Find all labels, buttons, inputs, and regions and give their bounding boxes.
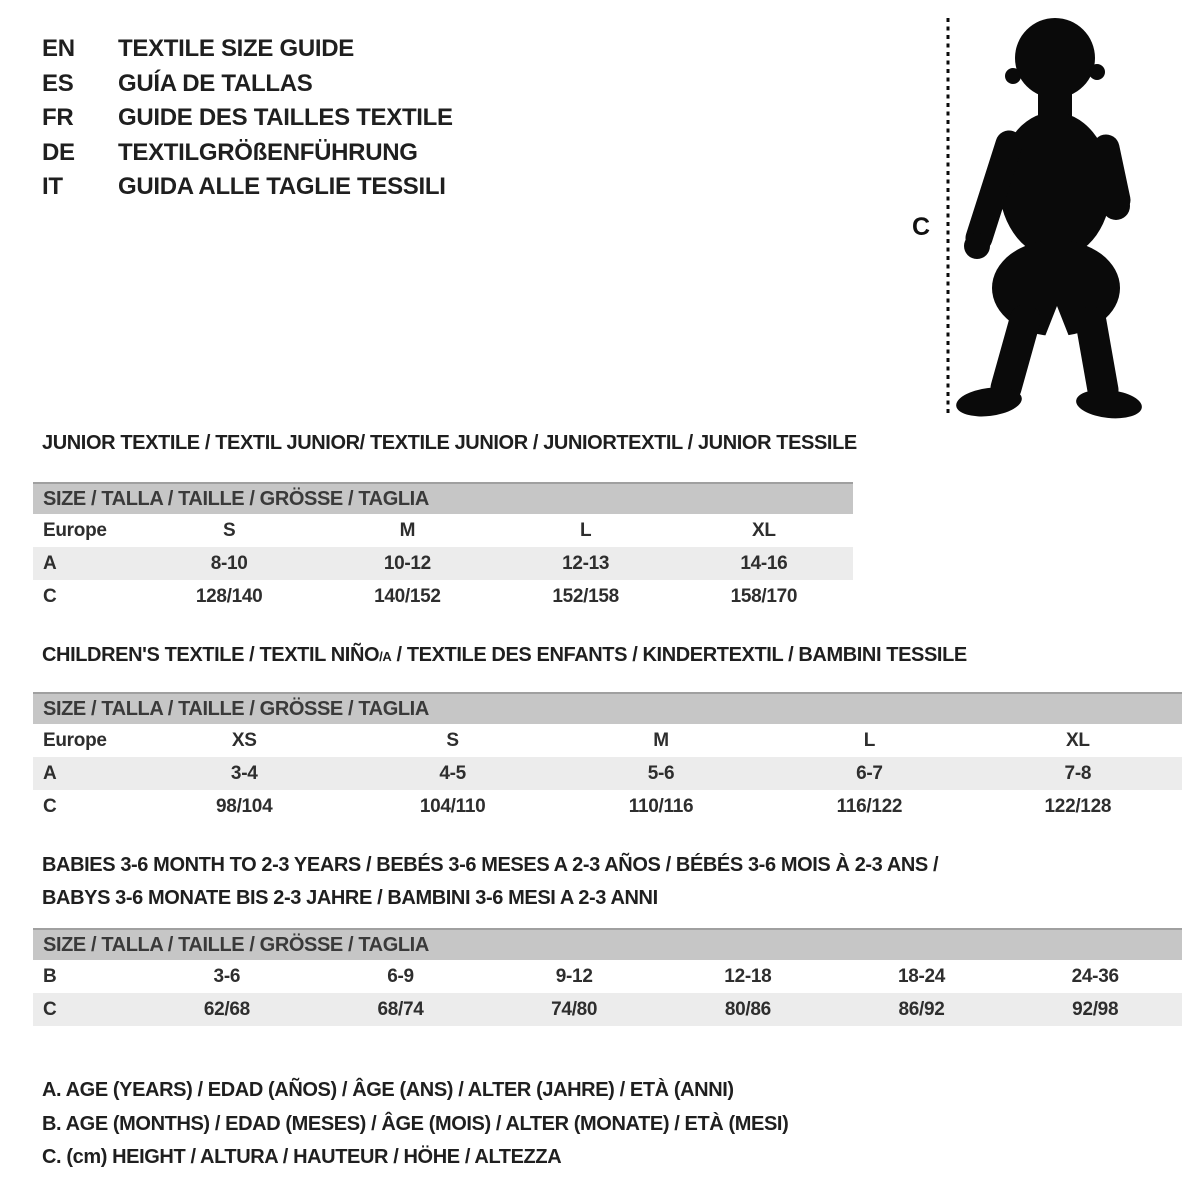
legend-line-age-years: A. AGE (YEARS) / EDAD (AÑOS) / ÂGE (ANS) / ALTER (JAHRE) / ETÀ (ANNI): [42, 1079, 734, 1101]
row-label: C: [43, 586, 57, 607]
size-cell: L: [579, 520, 592, 541]
table-row-height: [33, 580, 853, 613]
table-row-europe: [33, 724, 1182, 757]
language-title: TEXTILE SIZE GUIDE: [118, 35, 354, 62]
age-cell: 14-16: [740, 553, 788, 574]
babies-section-title: [42, 849, 938, 915]
age-cell: 8-10: [210, 553, 248, 574]
babies-size-table: [33, 928, 1182, 1026]
toddler-silhouette: [905, 10, 1145, 420]
language-code: DE: [42, 138, 75, 166]
language-row: [42, 101, 453, 136]
language-code: IT: [42, 173, 63, 200]
row-label: A: [43, 763, 57, 784]
age-cell: 5-6: [647, 763, 675, 784]
size-cell: XL: [1065, 730, 1090, 751]
months-cell: 24-36: [1071, 966, 1119, 987]
row-label: Europe: [43, 520, 107, 541]
size-cell: XS: [231, 730, 257, 751]
language-title: GUIDE DES TAILLES TEXTILE: [118, 104, 453, 131]
table-row-height: [33, 790, 1182, 823]
months-cell: 3-6: [213, 966, 241, 987]
language-code: ES: [42, 69, 74, 97]
children-title-suffix: / TEXTILE DES ENFANTS / KINDERTEXTIL / BAMBINI TESSILE: [391, 644, 967, 666]
legend-line-age-months: B. AGE (MONTHS) / EDAD (MESES) / ÂGE (MOIS) / ALTER (MONATE) / ETÀ (MESI): [42, 1112, 789, 1135]
size-cell: S: [222, 520, 236, 541]
height-cell: 110/116: [628, 796, 694, 817]
junior-section-title: JUNIOR TEXTILE / TEXTIL JUNIOR/ TEXTILE JUNIOR / JUNIORTEXTIL / JUNIOR TESSILE: [42, 432, 857, 454]
table-row-europe: [33, 514, 853, 547]
row-label: A: [43, 553, 57, 574]
row-label: C: [43, 999, 57, 1020]
size-cell: M: [653, 730, 669, 751]
months-cell: 18-24: [897, 966, 946, 987]
language-title-list: [42, 32, 453, 205]
language-row: [42, 67, 453, 102]
height-cell: 104/110: [419, 796, 486, 817]
height-cell: 80/86: [724, 999, 771, 1020]
language-code: FR: [42, 104, 74, 131]
size-cell: S: [446, 730, 459, 751]
babies-title-line1: BABIES 3-6 MONTH TO 2-3 YEARS / BEBÉS 3-6 MESES A 2-3 AÑOS / BÉBÉS 3-6 MOIS À 2-3 ANS /: [42, 854, 939, 876]
height-cell: 68/74: [377, 999, 424, 1020]
height-cell: 86/92: [898, 999, 945, 1020]
language-title: GUÍA DE TALLAS: [118, 69, 313, 97]
height-cell: 158/170: [730, 586, 798, 607]
table-row-height: [33, 993, 1182, 1026]
row-label: C: [43, 796, 57, 817]
size-header: SIZE / TALLA / TAILLE / GRÖSSE / TAGLIA: [33, 928, 1182, 960]
children-section-title: [42, 644, 967, 667]
children-title-sub: /A: [379, 649, 392, 664]
height-cell: 92/98: [1072, 999, 1119, 1020]
height-cell: 74/80: [551, 999, 598, 1020]
height-cell: 62/68: [203, 999, 250, 1020]
height-cell: 128/140: [195, 586, 263, 607]
legend: [42, 1074, 788, 1175]
row-label: B: [43, 966, 57, 987]
age-cell: 12-13: [562, 553, 610, 574]
height-cell: 152/158: [552, 586, 619, 607]
table-row-age: [33, 757, 1182, 790]
language-title: GUIDA ALLE TAGLIE TESSILI: [118, 173, 446, 200]
children-size-table: [33, 692, 1182, 823]
size-header: SIZE / TALLA / TAILLE / GRÖSSE / TAGLIA: [33, 482, 853, 514]
legend-line-height: C. (cm) HEIGHT / ALTURA / HAUTEUR / HÖHE / ALTEZZA: [42, 1146, 562, 1168]
toddler-silhouette-shape: [955, 18, 1144, 420]
months-cell: 12-18: [724, 966, 772, 987]
size-cell: M: [399, 520, 416, 541]
height-cell: 116/122: [836, 796, 903, 817]
age-cell: 7-8: [1064, 763, 1092, 784]
language-title: TEXTILGRÖßENFÜHRUNG: [118, 138, 418, 166]
months-cell: 6-9: [387, 966, 414, 987]
junior-size-table: [33, 482, 853, 613]
age-cell: 10-12: [383, 553, 431, 574]
table-row-age: [33, 547, 853, 580]
age-cell: 3-4: [230, 763, 258, 784]
row-label: Europe: [43, 730, 107, 751]
children-title-prefix: CHILDREN'S TEXTILE / TEXTIL NIÑO: [42, 644, 380, 666]
size-cell: XL: [752, 520, 776, 541]
size-cell: L: [863, 730, 876, 751]
language-row: [42, 32, 453, 67]
height-cell: 140/152: [374, 586, 441, 607]
months-cell: 9-12: [555, 966, 593, 987]
height-cell: 98/104: [216, 796, 273, 817]
table-row-months: [33, 960, 1182, 993]
language-code: EN: [42, 35, 75, 62]
height-label: C: [912, 213, 931, 241]
age-cell: 6-7: [856, 763, 883, 784]
babies-title-line2: BABYS 3-6 MONATE BIS 2-3 JAHRE / BAMBINI 3-6 MESI A 2-3 ANNI: [42, 887, 658, 909]
language-row: [42, 170, 453, 205]
size-header: SIZE / TALLA / TAILLE / GRÖSSE / TAGLIA: [33, 692, 1182, 724]
language-row: [42, 136, 453, 171]
age-cell: 4-5: [439, 763, 466, 784]
height-cell: 122/128: [1044, 796, 1112, 817]
